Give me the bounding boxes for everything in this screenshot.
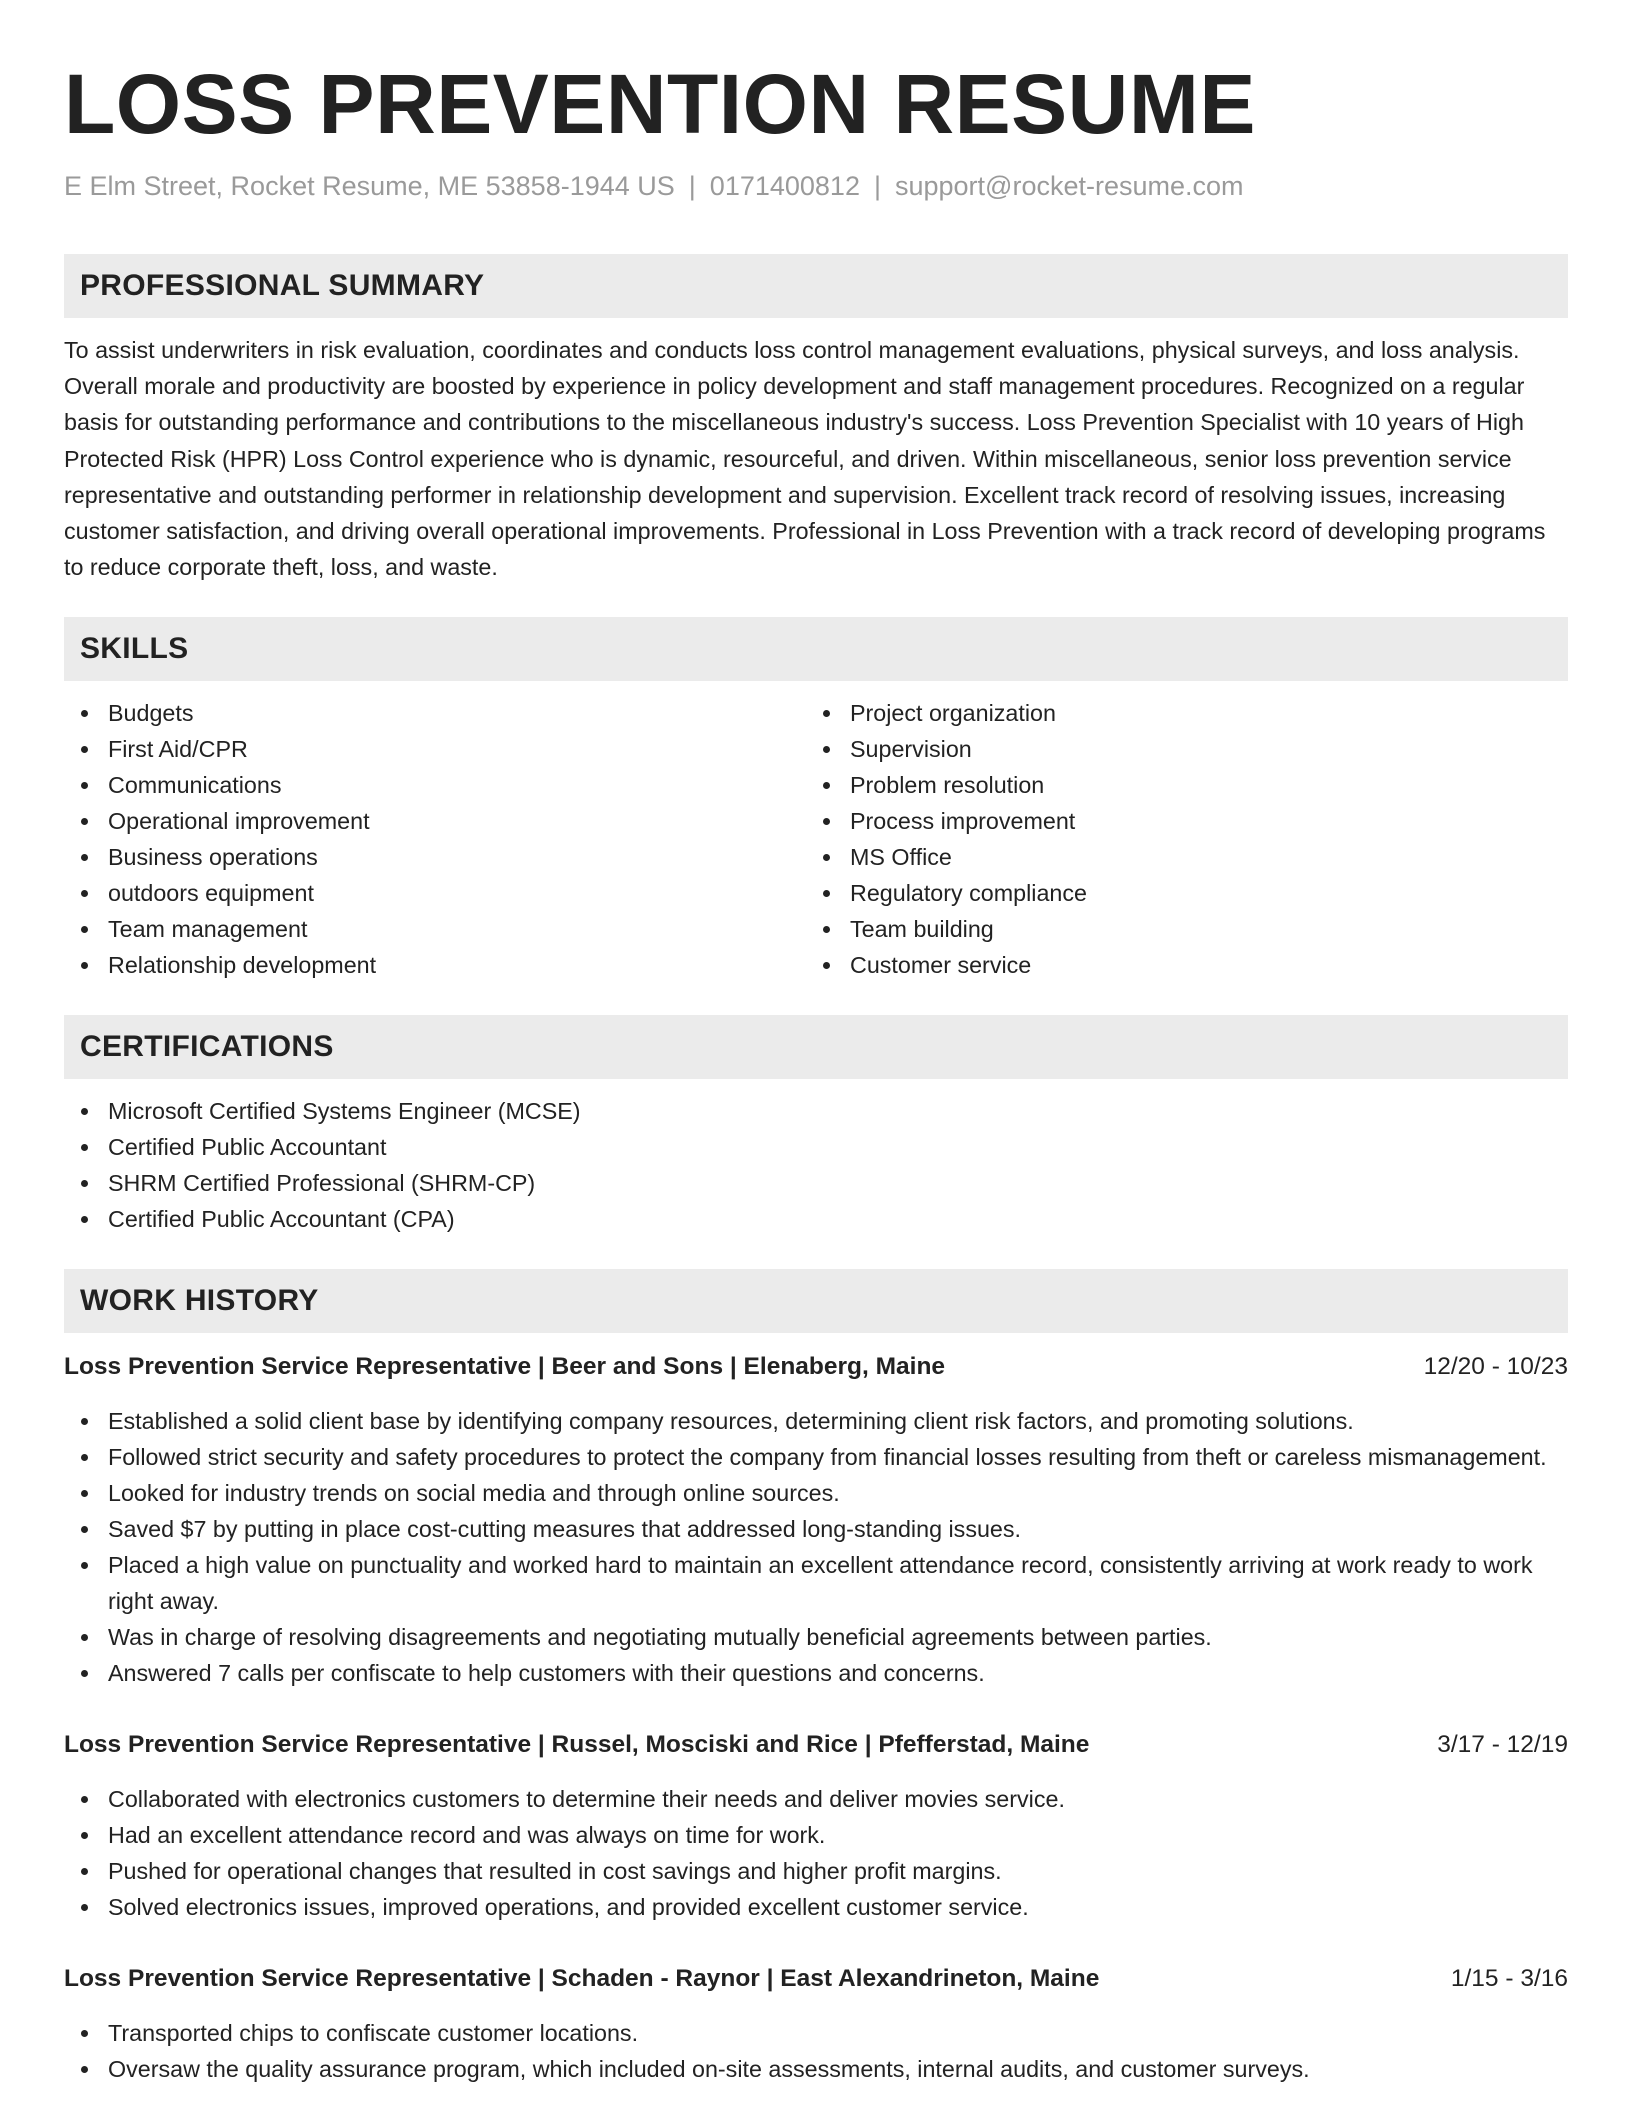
job-bullet: Established a solid client base by identifying company resources, determining client risk factors, and promoting solutions. (108, 1403, 1568, 1439)
skill-item: Communications (108, 767, 806, 803)
skill-item: Budgets (108, 695, 806, 731)
certification-item: SHRM Certified Professional (SHRM-CP) (108, 1165, 1568, 1201)
summary-heading: PROFESSIONAL SUMMARY (64, 254, 1568, 318)
job-dates: 3/17 - 12/19 (1437, 1731, 1568, 1759)
job-bullet: Solved electronics issues, improved operations, and provided excellent customer service. (108, 1889, 1568, 1925)
certification-item: Microsoft Certified Systems Engineer (MCSE) (108, 1093, 1568, 1129)
skills-column-right (806, 695, 1548, 983)
skills-list-left (64, 695, 806, 983)
job-bullets (64, 1781, 1568, 1925)
skill-item: Operational improvement (108, 803, 806, 839)
skill-item: Project organization (850, 695, 1548, 731)
skill-item: Problem resolution (850, 767, 1548, 803)
job-bullets (64, 2015, 1568, 2087)
contact-address: E Elm Street, Rocket Resume, ME 53858-1944 US (64, 171, 675, 201)
job-bullet: Oversaw the quality assurance program, which included on-site assessments, internal audits, and customer surveys. (108, 2051, 1568, 2087)
job-bullet: Placed a high value on punctuality and worked hard to maintain an excellent attendance record, consistently arriving at work ready to work right away. (108, 1547, 1568, 1619)
job-header (64, 1351, 1568, 1383)
job-entry (64, 1351, 1568, 1691)
job-bullet: Saved $7 by putting in place cost-cutting measures that addressed long-standing issues. (108, 1511, 1568, 1547)
skill-item: Relationship development (108, 947, 806, 983)
job-header (64, 1729, 1568, 1761)
skill-item: Supervision (850, 731, 1548, 767)
summary-text: To assist underwriters in risk evaluation, coordinates and conducts loss control management evaluations, physical surveys, and loss analysis. Overall morale and productivity are boosted by experience in policy development and staff management procedures. Recognized on a regular basis for outstanding performance and contributions to the miscellaneous industry's success. Loss Prevention Specialist with 10 years of High Protected Risk (HPR) Loss Control experience who is dynamic, resourceful, and driven. Within miscellaneous, senior loss prevention service representative and outstanding performer in relationship development and supervision. Excellent track record of resolving issues, increasing customer satisfaction, and driving overall operational improvements. Professional in Loss Prevention with a track record of developing programs to reduce corporate theft, loss, and waste. (64, 337, 1546, 581)
skill-item: Team building (850, 911, 1548, 947)
job-bullet: Followed strict security and safety procedures to protect the company from financial losses resulting from theft or careless mismanagement. (108, 1439, 1568, 1475)
job-dates: 1/15 - 3/16 (1450, 1965, 1568, 1993)
skills-heading: SKILLS (64, 617, 1568, 681)
job-title: Loss Prevention Service Representative | Russel, Mosciski and Rice | Pfefferstad, Maine (64, 1731, 1090, 1759)
skill-item: Team management (108, 911, 806, 947)
resume-title: LOSS PREVENTION RESUME (64, 57, 1256, 151)
summary-section (64, 254, 1568, 585)
job-bullet: Was in charge of resolving disagreements and negotiating mutually beneficial agreements between parties. (108, 1619, 1568, 1655)
job-dates: 12/20 - 10/23 (1423, 1353, 1568, 1381)
skill-item: Business operations (108, 839, 806, 875)
skill-item: Process improvement (850, 803, 1548, 839)
job-bullet: Looked for industry trends on social media and through online sources. (108, 1475, 1568, 1511)
job-bullets (64, 1403, 1568, 1691)
job-entry (64, 1729, 1568, 1925)
skill-item: Customer service (850, 947, 1548, 983)
skills-column-left (64, 695, 806, 983)
job-entry (64, 1963, 1568, 2087)
job-title: Loss Prevention Service Representative | Schaden - Raynor | East Alexandrineton, Maine (64, 1965, 1100, 1993)
skills-section (64, 617, 1568, 983)
skill-item: MS Office (850, 839, 1548, 875)
skills-list-right (806, 695, 1548, 983)
contact-line (64, 170, 1568, 202)
skill-item: First Aid/CPR (108, 731, 806, 767)
certifications-heading: CERTIFICATIONS (64, 1015, 1568, 1079)
job-header (64, 1963, 1568, 1995)
job-bullet: Answered 7 calls per confiscate to help customers with their questions and concerns. (108, 1655, 1568, 1691)
work-history-section (64, 1269, 1568, 2087)
skills-grid (64, 695, 1568, 983)
contact-email[interactable]: support@rocket-resume.com (894, 171, 1244, 201)
job-title: Loss Prevention Service Representative | Beer and Sons | Elenaberg, Maine (64, 1353, 946, 1381)
job-bullet: Transported chips to confiscate customer locations. (108, 2015, 1568, 2051)
job-bullet: Pushed for operational changes that resulted in cost savings and higher profit margins. (108, 1853, 1568, 1889)
skill-item: Regulatory compliance (850, 875, 1548, 911)
contact-phone: 0171400812 (709, 171, 860, 201)
resume-content (64, 0, 1568, 2087)
contact-separator: | (873, 171, 881, 201)
certification-item: Certified Public Accountant (108, 1129, 1568, 1165)
job-bullet: Collaborated with electronics customers to determine their needs and deliver movies service. (108, 1781, 1568, 1817)
certification-item: Certified Public Accountant (CPA) (108, 1201, 1568, 1237)
job-bullet: Had an excellent attendance record and was always on time for work. (108, 1817, 1568, 1853)
skill-item: outdoors equipment (108, 875, 806, 911)
certifications-section (64, 1015, 1568, 1237)
work-history-heading: WORK HISTORY (64, 1269, 1568, 1333)
contact-separator: | (688, 171, 696, 201)
certifications-list (64, 1093, 1568, 1237)
